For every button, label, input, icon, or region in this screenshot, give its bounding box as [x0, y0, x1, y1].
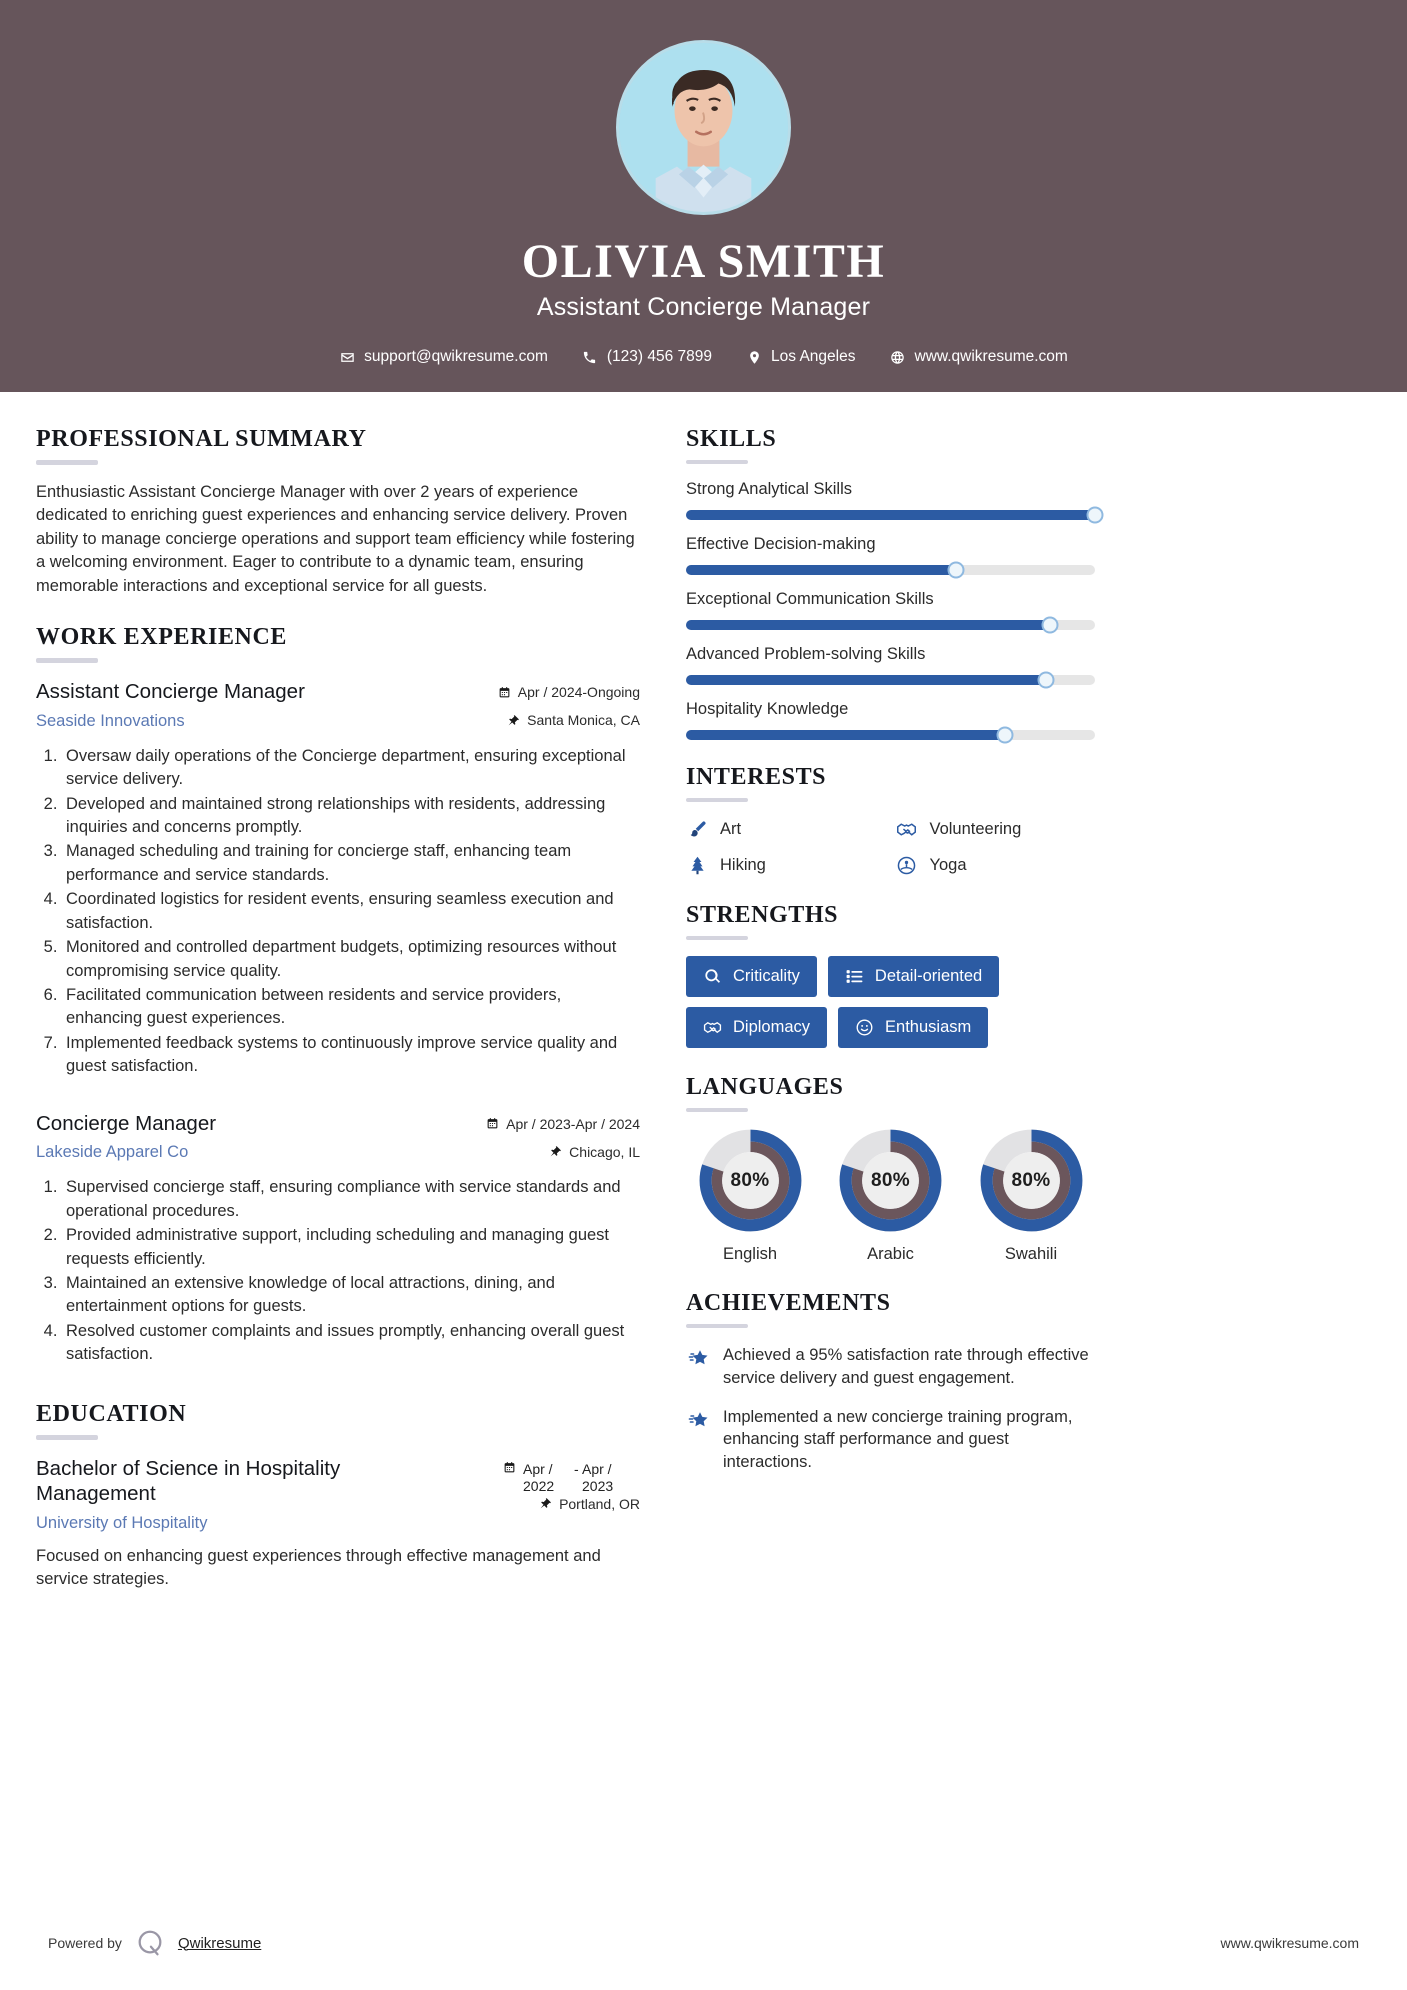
language-donut [698, 1128, 803, 1233]
job-dates-text: Apr / 2024-Ongoing [517, 684, 640, 701]
section-education [36, 1401, 640, 1592]
achievement-item [686, 1344, 1095, 1390]
skill-slider-knob [1042, 617, 1059, 634]
section-interests [686, 764, 1095, 876]
skill-item [686, 645, 1095, 685]
phone-icon [582, 349, 598, 365]
interest-label: Art [720, 819, 742, 838]
heading-rule [36, 1435, 98, 1440]
skill-item [686, 480, 1095, 520]
strength-badge[interactable] [828, 956, 999, 997]
language-donut [979, 1128, 1084, 1233]
job-bullet: 2. Provided administrative support, including scheduling and managing guest requests efficiently. [62, 1224, 640, 1271]
section-strengths [686, 902, 1095, 1048]
education-location [470, 1496, 640, 1512]
languages-heading: LANGUAGES [686, 1074, 844, 1100]
achievements-heading: ACHIEVEMENTS [686, 1290, 891, 1316]
job-role: Assistant Concierge Manager [36, 680, 305, 704]
summary-heading: PROFESSIONAL SUMMARY [36, 426, 367, 452]
strength-badge[interactable] [686, 956, 817, 997]
skill-label: Advanced Problem-solving Skills [686, 645, 926, 663]
job-location-text: Chicago, IL [569, 1143, 640, 1160]
qwikresume-link[interactable]: Qwikresume [177, 1934, 262, 1952]
star-icon [686, 1347, 710, 1371]
skill-slider-fill [686, 565, 956, 575]
calendar-icon [503, 1461, 516, 1474]
strength-badge[interactable] [686, 1007, 827, 1048]
education-heading: EDUCATION [36, 1400, 187, 1427]
job-bullet: 4. Coordinated logistics for resident events, ensuring seamless execution and satisfaction. [62, 888, 640, 935]
interest-label: Volunteering [929, 819, 1022, 838]
skill-item [686, 700, 1095, 740]
contact-row [0, 348, 1407, 366]
language-item [827, 1128, 955, 1264]
heading-rule [686, 798, 748, 802]
left-column [36, 426, 640, 1618]
calendar-icon [498, 686, 511, 699]
contact-location[interactable] [729, 348, 872, 366]
heading-rule [36, 658, 98, 663]
job-bullet: 4. Resolved customer complaints and issues promptly, enhancing overall guest satisfaction. [62, 1320, 640, 1367]
education-date-end: - Apr / 2023 [582, 1461, 640, 1496]
language-label: Arabic [867, 1245, 914, 1263]
strength-label: Diplomacy [733, 1018, 811, 1036]
job-bullet: 7. Implemented feedback systems to continuously improve service quality and guest satisfaction. [62, 1032, 640, 1079]
language-label: English [722, 1245, 778, 1263]
section-achievements [686, 1290, 1095, 1474]
skill-slider[interactable] [686, 565, 1095, 575]
language-item [967, 1128, 1095, 1264]
job-bullet: 5. Monitored and controlled department budgets, optimizing resources without compromising service quality. [62, 936, 640, 983]
yoga-icon [896, 854, 918, 876]
skill-slider-fill [686, 730, 1005, 740]
footer-url: www.qwikresume.com [1220, 1935, 1359, 1951]
skills-heading: SKILLS [686, 426, 777, 452]
interests-heading: INTERESTS [686, 764, 827, 790]
powered-by [48, 1928, 261, 1958]
job-location-text: Santa Monica, CA [527, 712, 640, 729]
skill-slider[interactable] [686, 675, 1095, 685]
work-entry [36, 679, 640, 1079]
contact-phone-text: (123) 456 7899 [606, 348, 713, 366]
section-professional-summary [36, 426, 640, 598]
right-column [686, 426, 1095, 1492]
job-dates-text: Apr / 2023-Apr / 2024 [506, 1115, 640, 1132]
interest-label: Yoga [929, 855, 967, 874]
skill-slider-fill [686, 620, 1050, 630]
skill-label: Hospitality Knowledge [686, 700, 849, 718]
education-entry [36, 1456, 640, 1592]
section-skills [686, 426, 1095, 740]
powered-by-label: Powered by [48, 1935, 122, 1951]
interest-item [896, 854, 1096, 876]
skill-slider-knob [1037, 672, 1054, 689]
skill-slider[interactable] [686, 730, 1095, 740]
avatar [616, 40, 791, 215]
skill-slider[interactable] [686, 510, 1095, 520]
skill-slider-knob [1087, 507, 1104, 524]
heading-rule [686, 460, 748, 464]
skill-item [686, 535, 1095, 575]
job-location [470, 1144, 640, 1160]
job-bullet: 3. Maintained an extensive knowledge of local attractions, dining, and entertainment options for guests. [62, 1272, 640, 1319]
education-description: Focused on enhancing guest experiences through effective management and service strategies. [36, 1546, 601, 1589]
strength-label: Criticality [733, 967, 800, 985]
skill-label: Exceptional Communication Skills [686, 590, 934, 608]
magnifier-icon [703, 967, 722, 986]
header-job-title: Assistant Concierge Manager [536, 293, 871, 322]
strength-label: Detail-oriented [874, 967, 983, 985]
work-entry [36, 1111, 640, 1367]
pushpin-icon [539, 1497, 552, 1510]
job-location [470, 712, 640, 728]
qwikresume-logo-icon [135, 1928, 165, 1958]
education-location-text: Portland, OR [559, 1495, 640, 1512]
skill-slider[interactable] [686, 620, 1095, 630]
contact-phone[interactable] [565, 348, 729, 366]
tree-icon [686, 854, 708, 876]
heading-rule [686, 1324, 748, 1328]
education-dates [470, 1461, 640, 1496]
strengths-heading: STRENGTHS [686, 902, 839, 928]
pushpin-icon [507, 714, 520, 727]
job-bullet: 1. Oversaw daily operations of the Concierge department, ensuring exceptional service delivery. [62, 745, 640, 792]
achievement-text: Achieved a 95% satisfaction rate through effective service delivery and guest engagement. [723, 1346, 1089, 1387]
skill-label: Effective Decision-making [686, 535, 876, 553]
list-icon [845, 967, 864, 986]
language-percent: 80% [1011, 1169, 1051, 1191]
interest-item [896, 818, 1096, 840]
job-role: Concierge Manager [36, 1111, 217, 1135]
contact-email-text: support@qwikresume.com [364, 348, 548, 366]
contact-website-text: www.qwikresume.com [914, 348, 1068, 366]
job-bullets [62, 745, 640, 1079]
skill-slider-knob [997, 727, 1014, 744]
language-item [686, 1128, 814, 1264]
heading-rule [686, 936, 748, 940]
achievement-text: Implemented a new concierge training program, enhancing staff performance and guest interactions. [723, 1407, 1073, 1472]
summary-text: Enthusiastic Assistant Concierge Manager with over 2 years of experience dedicated to enriching guest experiences and enhancing service delivery. Proven ability to manage concierge operations and support team efficiency while fostering a welcoming environment. Eager to contribute to a dynamic team, ensuring memorable interactions and exceptional service for all guests. [36, 483, 635, 595]
star-icon [686, 1409, 710, 1433]
map-pin-icon [746, 349, 762, 365]
interest-item [686, 854, 886, 876]
heading-rule [686, 1108, 748, 1112]
job-dates [470, 1116, 640, 1132]
strength-label: Enthusiasm [885, 1018, 972, 1036]
job-bullets [62, 1176, 640, 1366]
work-heading: WORK EXPERIENCE [36, 624, 288, 651]
smiley-icon [855, 1018, 874, 1037]
job-bullet: 1. Supervised concierge staff, ensuring compliance with service standards and operational procedures. [62, 1176, 640, 1223]
skill-slider-fill [686, 510, 1095, 520]
job-dates [470, 684, 640, 700]
achievement-item [686, 1406, 1095, 1474]
handshake-icon [896, 818, 918, 840]
contact-email[interactable] [322, 348, 565, 366]
footer [0, 1928, 1407, 1958]
section-work-experience [36, 624, 640, 1367]
contact-location-text: Los Angeles [771, 348, 856, 366]
job-bullet: 2. Developed and maintained strong relationships with residents, addressing inquiries and concerns promptly. [62, 793, 640, 840]
skill-label: Strong Analytical Skills [686, 480, 852, 498]
job-organization[interactable]: Lakeside Apparel Co [36, 1143, 189, 1162]
language-percent: 80% [730, 1169, 770, 1191]
interest-item [686, 818, 886, 840]
envelope-icon [339, 349, 355, 365]
education-date-start: Apr / 2022 [523, 1460, 555, 1495]
handshake-icon [703, 1018, 722, 1037]
page-title: OLIVIA SMITH [521, 235, 886, 288]
school-name[interactable]: University of Hospitality [36, 1513, 208, 1532]
job-organization[interactable]: Seaside Innovations [36, 711, 185, 730]
contact-website[interactable] [873, 348, 1085, 366]
skill-item [686, 590, 1095, 630]
skill-slider-knob [947, 562, 964, 579]
paintbrush-icon [686, 818, 708, 840]
globe-icon [890, 349, 906, 365]
resume-header [0, 0, 1407, 392]
job-bullet: 3. Managed scheduling and training for concierge staff, enhancing team performance and service standards. [62, 840, 640, 887]
language-percent: 80% [871, 1169, 910, 1191]
job-bullet: 6. Facilitated communication between residents and service providers, enhancing guest experiences. [62, 984, 640, 1031]
degree-title: Bachelor of Science in Hospitality Management [36, 1456, 341, 1506]
interest-label: Hiking [720, 855, 766, 874]
strength-badge[interactable] [838, 1007, 988, 1048]
calendar-icon [486, 1117, 499, 1130]
pushpin-icon [549, 1145, 562, 1158]
heading-rule [36, 460, 98, 465]
resume-body [0, 392, 1407, 1618]
language-donut [838, 1128, 943, 1233]
section-languages [686, 1074, 1095, 1264]
language-label: Swahili [1004, 1245, 1058, 1263]
skill-slider-fill [686, 675, 1046, 685]
